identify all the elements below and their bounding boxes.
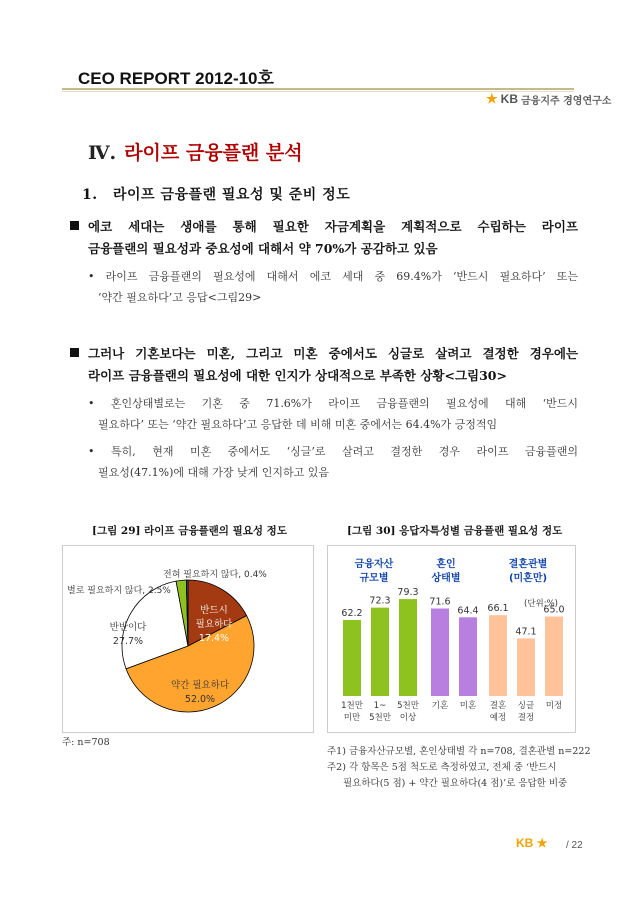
category-label-0: 미만 (343, 713, 361, 723)
fig29-note: 주: n=708 (62, 737, 110, 748)
header-rule (62, 88, 574, 90)
footer-kb-logo: KB ★ (516, 836, 548, 850)
pie-label-s4: 전혀 필요하지 않다, 0.4% (163, 570, 267, 580)
category-label-2: 5천만 (397, 701, 419, 711)
bar-3 (431, 608, 449, 696)
subsection-number: 1. (82, 187, 98, 203)
pie-label-s2-name: 반반이다 (109, 622, 147, 633)
pie-label-s0-line2: 필요하다 (195, 619, 233, 630)
fig30-notes (327, 744, 591, 792)
bullet-block-2 (70, 343, 578, 483)
fig30-unit: (단위:%) (524, 599, 558, 609)
pie-label-s0-line1: 반드시 (200, 605, 228, 616)
bar-value-label-4: 64.4 (457, 605, 479, 617)
category-label-3: 기혼 (431, 701, 449, 711)
sub-bullet-line: 필요성(47.1%)에 대해 가장 낮게 인지하고 있음 (98, 466, 330, 479)
category-label-2: 이상 (399, 713, 417, 723)
section-heading (88, 138, 303, 165)
category-label-0: 1천만 (341, 701, 363, 711)
fig30-note-1: 주1) 금융자산규모별, 혼인상태별 각 n=708, 결혼관별 n=222 (327, 746, 591, 757)
kb-logo (486, 91, 611, 107)
bar-1 (371, 608, 389, 696)
bar-value-label-6: 47.1 (515, 626, 537, 638)
section-title: 라이프 금융플랜 분석 (124, 142, 303, 164)
bar-value-label-3: 71.6 (429, 596, 451, 608)
bullet-line: 금융플랜의 필요성과 중요성에 대해서 약 70%가 공감하고 있음 (88, 241, 438, 256)
group-label-marriage-view: 결혼관별 (미혼만) (508, 559, 548, 584)
square-bullet-icon (70, 348, 79, 357)
kb-star-icon: ★ (486, 91, 498, 106)
sub-bullet-line: • 라이프 금융플랜의 필요성에 대해서 에코 세대 중 69.4%가 ‘반드시 필요하다’ 또는 (88, 270, 578, 283)
kb-brand-mark: KB (500, 92, 518, 106)
bar-value-label-0: 62.2 (341, 607, 363, 619)
fig30-box (327, 545, 576, 733)
sub-bullet-line: 필요하다’ 또는 ‘약간 필요하다’고 응답한 데 비해 미혼 중에서는 64.4%가 긍정적임 (98, 418, 498, 431)
sub-bullet-line: • 혼인상태별로는 기혼 중 71.6%가 라이프 금융플랜의 필요성에 대해 ‘반드시 (88, 397, 578, 410)
page-number: / 22 (566, 840, 583, 851)
pie-label-s0 (184, 604, 244, 646)
bar-4 (459, 617, 477, 696)
pie-label-s1-value: 52.0% (184, 694, 216, 705)
bullet-line: 그러나 기혼보다는 미혼, 그리고 미혼 중에서도 싱글로 살려고 결정한 경우에는 (70, 343, 578, 365)
kb-brand-sub: 금융지주 경영연구소 (521, 95, 612, 107)
category-label-6: 싱글 (517, 701, 535, 711)
fig30-group-labels (328, 558, 575, 588)
fig30-note-3: 필요하다(5 점) + 약간 필요하다(4 점)’로 응답한 비중 (343, 778, 568, 789)
pie-label-s3: 별로 필요하지 않다, 2.5% (67, 586, 171, 596)
bar-value-label-5: 66.1 (487, 603, 509, 615)
subsection-title: 라이프 금융플랜 필요성 및 준비 정도 (113, 187, 351, 203)
report-title: CEO REPORT 2012-10호 (78, 69, 274, 88)
group-label-asset: 금융자산 규모별 (354, 559, 394, 584)
fig30-note-2: 주2) 각 항목은 5점 척도로 측정하였고, 전체 중 ‘반드시 (327, 762, 557, 773)
bar-value-label-1: 72.3 (369, 595, 391, 607)
bar-7 (545, 617, 563, 696)
bar-0 (343, 620, 361, 696)
category-label-1: 1~ (373, 701, 387, 711)
section-number: Ⅳ. (88, 142, 117, 164)
pie-label-s1 (155, 679, 245, 707)
category-label-5: 예정 (489, 713, 507, 723)
fig29-box (62, 545, 314, 733)
fig29-title: [그림 29] 라이프 금융플랜의 필요성 정도 (92, 525, 287, 537)
square-bullet-icon (70, 221, 79, 230)
pie-label-s0-value: 17.4% (198, 633, 230, 644)
bar-6 (517, 638, 535, 696)
subsection-heading (82, 184, 350, 204)
category-label-7: 미정 (545, 701, 563, 711)
category-label-6: 결정 (517, 713, 535, 723)
bullet-line: 라이프 금융플랜의 필요성에 대한 인지가 상대적으로 부족한 상황<그림30> (88, 368, 507, 383)
group-label-marital: 혼인 상태별 (431, 559, 461, 584)
bar-5 (489, 615, 507, 696)
fig30-title: [그림 30] 응답자특성별 금융플랜 필요성 정도 (347, 525, 563, 537)
category-label-5: 결혼 (489, 701, 507, 711)
bar-value-label-7: 65.0 (543, 604, 565, 616)
bullet-block-1 (70, 216, 578, 308)
pie-label-s2-value: 27.7% (112, 636, 144, 647)
sub-bullet-line: • 특히, 현재 미혼 중에서도 ‘싱글’로 살려고 결정한 경우 라이프 금융플랜의 (88, 445, 578, 458)
pie-label-s1-name: 약간 필요하다 (170, 680, 230, 691)
category-label-4: 미혼 (459, 701, 477, 711)
pie-label-s2 (103, 621, 153, 649)
sub-bullet-line: ‘약간 필요하다’고 응답<그림29> (98, 291, 262, 304)
bar-value-label-2: 79.3 (397, 587, 419, 599)
bullet-line: 에코 세대는 생애를 통해 필요한 자금계획을 계획적으로 수립하는 라이프 (70, 216, 578, 238)
footer-star-icon: ★ (536, 836, 548, 850)
category-label-1: 5천만 (369, 713, 391, 723)
bar-2 (399, 599, 417, 696)
